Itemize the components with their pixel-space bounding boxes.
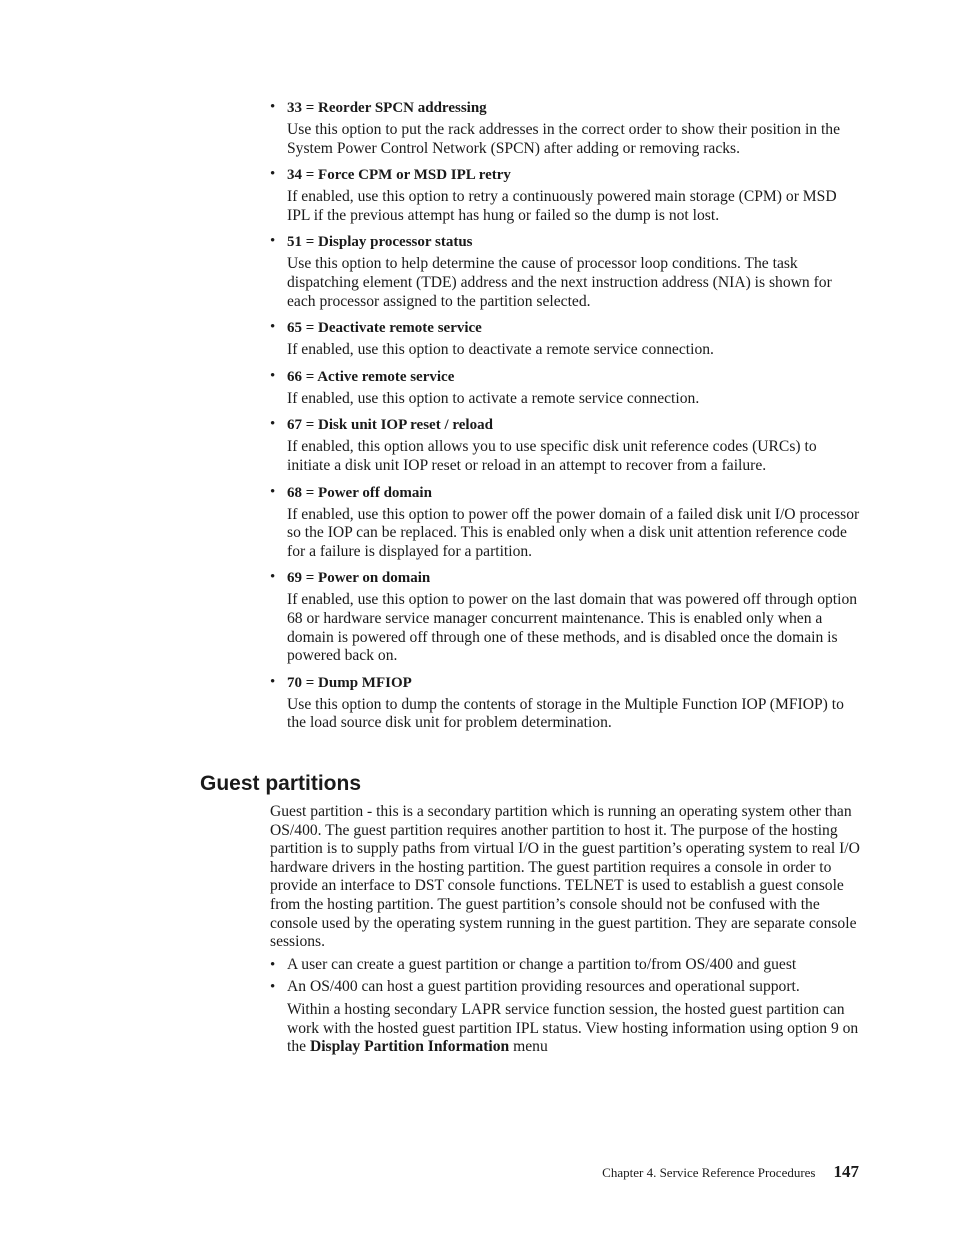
option-title: 69 = Power on domain [287, 570, 431, 587]
option-description: If enabled, use this option to power on the last domain that was powered off through option 68 or hardware service manager concurrent maintenance. This is enabled only when a domain is powered off through one of these methods, and is disabled once the domain is powered back on. [287, 591, 858, 665]
option-title: 66 = Active remote service [287, 368, 455, 385]
option-title: 33 = Reorder SPCN addressing [287, 100, 487, 116]
option-title: 51 = Display processor status [287, 234, 473, 251]
bullet: • [270, 979, 276, 996]
option-title: 34 = Force CPM or MSD IPL retry [287, 167, 511, 184]
page-number: 147 [833, 1162, 859, 1181]
page-footer [602, 1162, 859, 1183]
bullet: • [270, 956, 276, 973]
service-option-list [270, 96, 860, 738]
option-item [270, 365, 860, 409]
bullet: • [270, 569, 276, 586]
option-title: 67 = Disk unit IOP reset / reload [287, 417, 493, 434]
option-item [270, 566, 860, 665]
chapter-title: Chapter 4. Service Reference Procedures [602, 1165, 816, 1180]
option-title: 68 = Power off domain [287, 484, 432, 501]
bullet: • [270, 99, 276, 115]
list-item [270, 978, 860, 997]
option-item [270, 481, 860, 562]
option-description: If enabled, use this option to deactivate a remote service connection. [287, 341, 714, 359]
option-title: 70 = Dump MFIOP [287, 674, 412, 691]
bullet: • [270, 367, 276, 384]
option-title: 65 = Deactivate remote service [287, 320, 482, 337]
option-item [270, 230, 860, 311]
option-description: Use this option to put the rack addresses in the correct order to show their position in the System Power Control Network (SPCN) after adding or removing racks. [287, 121, 841, 157]
list-item-text: A user can create a guest partition or change a partition to/from OS/400 and guest [287, 955, 797, 973]
option-item [270, 671, 860, 733]
option-description: If enabled, use this option to power off the power domain of a failed disk unit I/O processor so the IOP can be replaced. This is enabled only when a disk unit attention reference code for a failure is displayed for a partition. [287, 505, 860, 560]
option-item [270, 163, 860, 225]
option-item [270, 316, 860, 360]
bullet: • [270, 319, 276, 336]
guest-partitions-section [270, 803, 860, 1057]
guest-bullet-list [270, 956, 860, 997]
list-item-text: An OS/400 can host a guest partition providing resources and operational support. [287, 978, 800, 996]
menu-name: Display Partition Information [309, 1038, 510, 1056]
option-description: If enabled, use this option to retry a continuously powered main storage (CPM) or MSD IPL if the previous attempt has hung or failed so the dump is not lost. [287, 188, 837, 224]
bullet: • [270, 483, 276, 500]
bullet: • [270, 673, 276, 690]
bullet: • [270, 233, 276, 250]
option-description: If enabled, this option allows you to use specific disk unit reference codes (URCs) to initiate a disk unit IOP reset or reload in an attempt to recover from a failure. [287, 438, 817, 474]
option-item [270, 413, 860, 475]
option-description: Use this option to help determine the cause of processor loop conditions. The task dispatching element (TDE) address and the next instruction address (NIA) is shown for each processor assigned to the partition selected. [287, 255, 832, 310]
intro-paragraph: Guest partition - this is a secondary partition which is running an operating system other than OS/400. The guest partition requires another partition to host it. The purpose of the hosting partition is to supply paths from virtual I/O in the guest partition’s operating system to real I/O hardware drivers in the hosting partition. The guest partition requires a console in order to provide an interface to DST console functions. TELNET is used to establish a guest console from the hosting partition. The guest partition’s console should not be confused with the console used by the operating system running in the guest partition. They are separate console sessions. [270, 803, 860, 951]
paragraph-text: Within a hosting secondary LAPR service function session, the hosted guest partition can work with the hosted guest partition IPL status. View hosting information using option 9 on the [287, 1000, 859, 1056]
bullet: • [270, 166, 276, 183]
option-item [270, 96, 860, 158]
list-item [270, 956, 860, 975]
hosting-info-paragraph [270, 1001, 860, 1057]
option-description: If enabled, use this option to activate a remote service connection. [287, 389, 700, 407]
section-heading: Guest partitions [200, 772, 362, 795]
option-description: Use this option to dump the contents of storage in the Multiple Function IOP (MFIOP) to the load source disk unit for problem determination. [287, 695, 844, 732]
bullet: • [270, 416, 276, 433]
paragraph-text-end: menu [509, 1038, 548, 1056]
